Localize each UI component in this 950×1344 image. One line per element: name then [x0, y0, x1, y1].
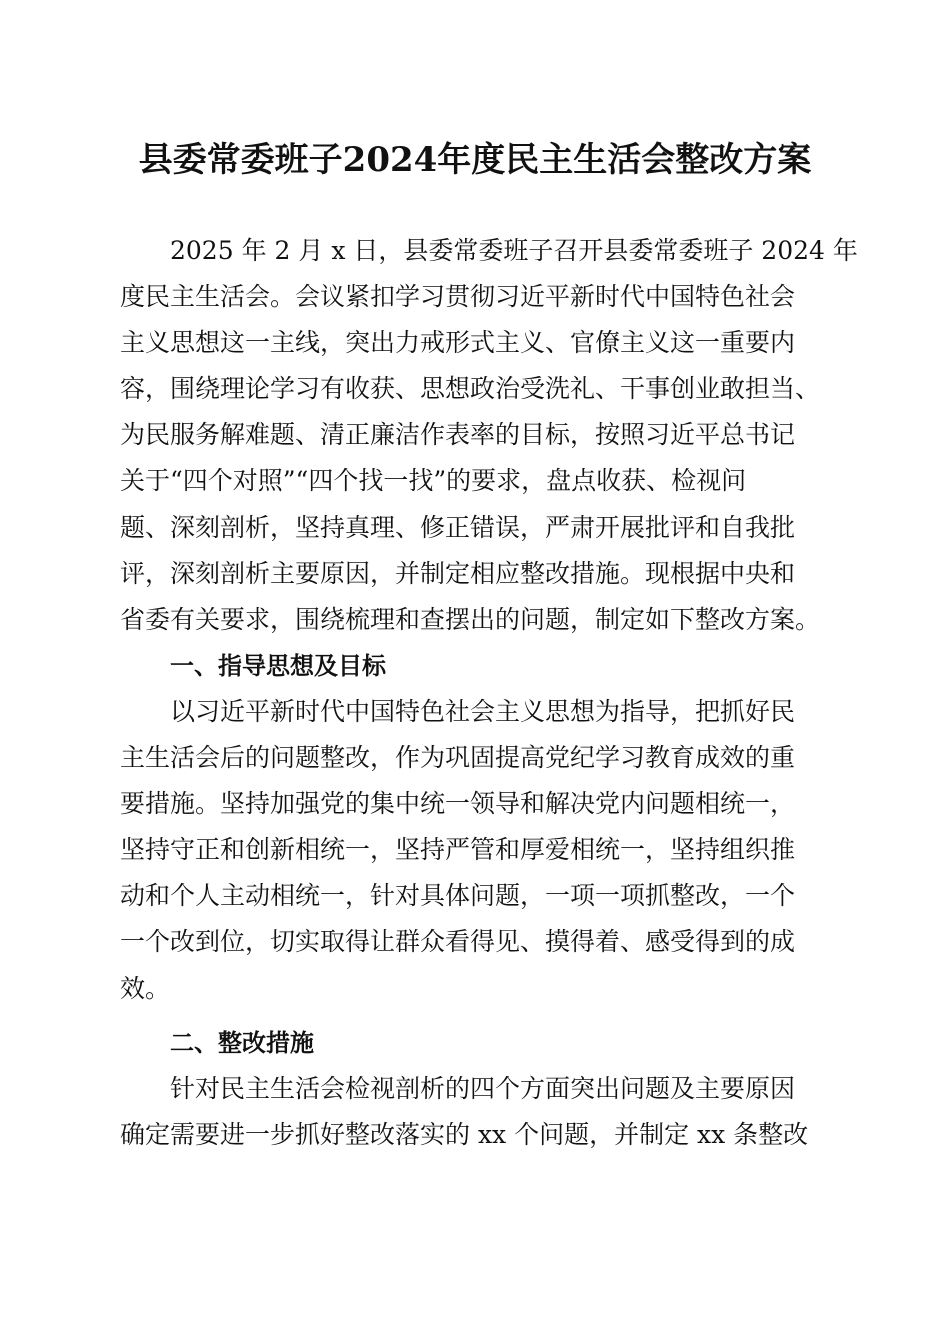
spacer — [120, 1012, 842, 1020]
section-heading-guiding-thought: 一、指导思想及目标 — [170, 651, 386, 680]
paragraph-line: 为民服务解难题、清正廉洁作表率的目标，按照习近平总书记 — [120, 420, 796, 450]
paragraph-line: 容，围绕理论学习有收获、思想政治受洗礼、干事创业敢担当、 — [120, 374, 821, 404]
paragraph-line: 题、深刻剖析，坚持真理、修正错误，严肃开展批评和自我批 — [120, 512, 796, 542]
paragraph-line: 效。 — [120, 973, 171, 1003]
paragraph-line: 主义思想这一主线，突出力戒形式主义、官僚主义这一重要内 — [120, 328, 796, 358]
paragraph-line: 关于“四个对照”“四个找一找”的要求，盘点收获、检视问 — [120, 466, 747, 496]
paragraph-line: 省委有关要求，围绕梳理和查摆出的问题，制定如下整改方案。 — [120, 604, 821, 634]
guiding-thought-paragraph — [120, 689, 842, 1012]
paragraph-line: 针对民主生活会检视剖析的四个方面突出问题及主要原因 — [170, 1073, 796, 1103]
document-body — [120, 228, 858, 1158]
paragraph-line: 确定需要进一步抓好整改落实的 xx 个问题，并制定 xx 条整改 — [120, 1119, 809, 1149]
paragraph-line: 以习近平新时代中国特色社会主义思想为指导，把抓好民 — [170, 696, 796, 726]
paragraph-line: 坚持守正和创新相统一，坚持严管和厚爱相统一，坚持组织推 — [120, 835, 796, 865]
section-heading-rectification-measures: 二、整改措施 — [170, 1028, 314, 1057]
paragraph-line: 一个改到位，切实取得让群众看得见、摸得着、感受得到的成 — [120, 927, 796, 957]
paragraph-line: 2025 年 2 月 x 日，县委常委班子召开县委常委班子 2024 年 — [170, 236, 858, 265]
paragraph-line: 评，深刻剖析主要原因，并制定相应整改措施。现根据中央和 — [120, 558, 796, 588]
paragraph-line: 度民主生活会。会议紧扣学习贯彻习近平新时代中国特色社会 — [120, 282, 796, 312]
paragraph-line: 要措施。坚持加强党的集中统一领导和解决党内问题相统一， — [120, 789, 796, 819]
rectification-paragraph — [120, 1066, 842, 1158]
paragraph-line: 主生活会后的问题整改，作为巩固提高党纪学习教育成效的重 — [120, 743, 796, 773]
intro-paragraph — [120, 228, 858, 643]
paragraph-line: 动和个人主动相统一，针对具体问题，一项一项抓整改，一个 — [120, 881, 796, 911]
document-title: 县委常委班子2024年度民主生活会整改方案 — [138, 140, 812, 180]
